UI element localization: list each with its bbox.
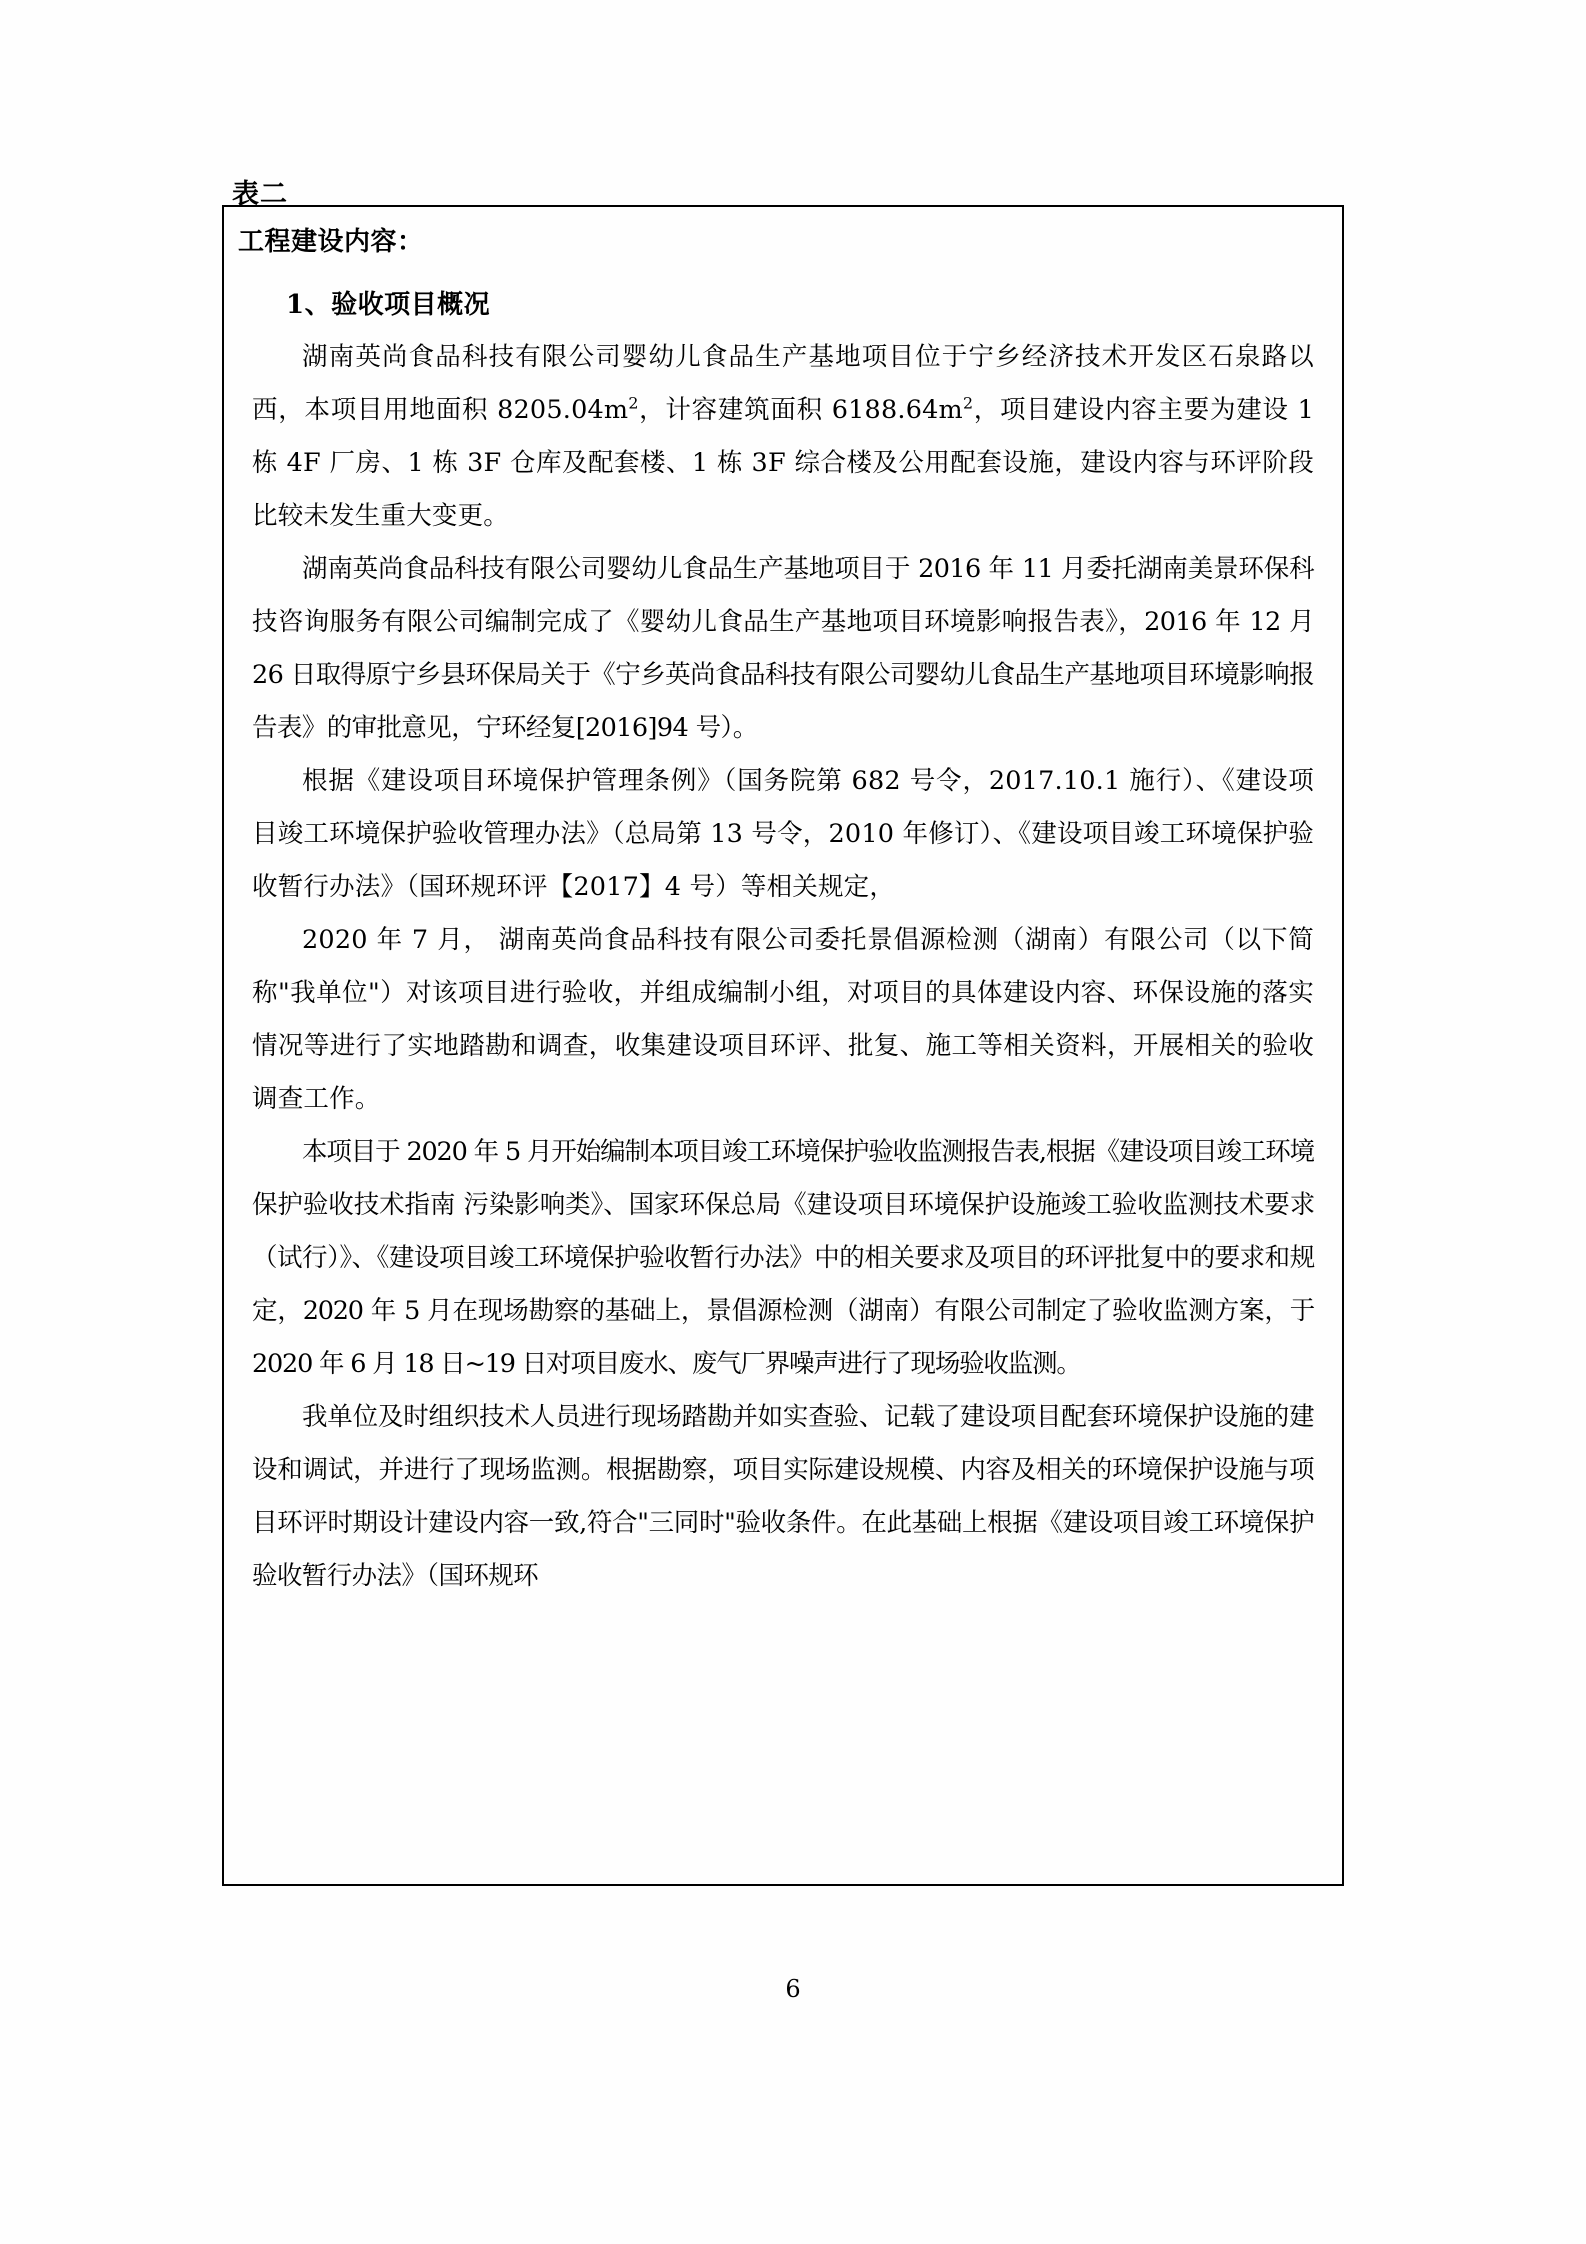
subsection-heading: 1、验收项目概况 — [286, 290, 491, 320]
paragraph-5: 本项目于 2020 年 5 月开始编制本项目竣工环境保护验收监测报告表,根据《建设项目竣工环境保护验收技术指南 污染影响类》、国家环保总局《建设项目环境保护设施竣工验收监测技术要求（试行）》、《建设项目竣工环境保护验收暂行办法》中的相关要求及项目的环评批复中的要求和规定，2020 年 5 月在现场勘察的基础上，景倡源检测（湖南）有限公司制定了验收监测方案，于 2020 年 6 月 18 日~19 日对项目废水、废气厂界噪声进行了现场验收监测。 — [252, 1137, 1314, 1379]
content-box — [222, 205, 1344, 1886]
paragraph-4: 2020 年 7 月， 湖南英尚食品科技有限公司委托景倡源检测（湖南）有限公司（以下简称"我单位"）对该项目进行验收，并组成编制小组，对项目的具体建设内容、环保设施的落实情况等进行了实地踏勘和调查，收集建设项目环评、批复、施工等相关资料，开展相关的验收调查工作。 — [252, 925, 1314, 1114]
section-heading: 工程建设内容： — [238, 227, 424, 257]
table-label: 表二 — [232, 179, 288, 210]
section-heading-row — [224, 207, 1342, 258]
page-number: 6 — [785, 1975, 801, 2003]
paragraph-3: 根据《建设项目环境保护管理条例》（国务院第 682 号令，2017.10.1 施行）、《建设项目竣工环境保护验收管理办法》（总局第 13 号令，2010 年修订）、《建设项目竣工环境保护验收暂行办法》（国环规环评【2017】4 号）等相关规定， — [252, 766, 1314, 902]
paragraph-2: 湖南英尚食品科技有限公司婴幼儿食品生产基地项目于 2016 年 11 月委托湖南美景环保科技咨询服务有限公司编制完成了《婴幼儿食品生产基地项目环境影响报告表》，2016 年 12 月 26 日取得原宁乡县环保局关于《宁乡英尚食品科技有限公司婴幼儿食品生产基地项目环境影响报告表》的审批意见，宁环经复[2016]94 号）。 — [252, 554, 1314, 743]
paragraph-1: 湖南英尚食品科技有限公司婴幼儿食品生产基地项目位于宁乡经济技术开发区石泉路以西，本项目用地面积 $8205.04m^2$，计容建筑面积 $6188.64m^2$，项目建设内容主要为建设 1 栋 4F 厂房、1 栋 3F 仓库及配套楼、1 栋 3F 综合楼及公用配套设施，建设内容与环评阶段比较未发生重大变更。 — [252, 342, 1314, 531]
paragraph-6: 我单位及时组织技术人员进行现场踏勘并如实查验、记载了建设项目配套环境保护设施的建设和调试，并进行了现场监测。根据勘察，项目实际建设规模、内容及相关的环境保护设施与项目环评时期设计建设内容一致,符合"三同时"验收条件。在此基础上根据《建设项目竣工环境保护验收暂行办法》（国环规环 — [252, 1402, 1314, 1591]
